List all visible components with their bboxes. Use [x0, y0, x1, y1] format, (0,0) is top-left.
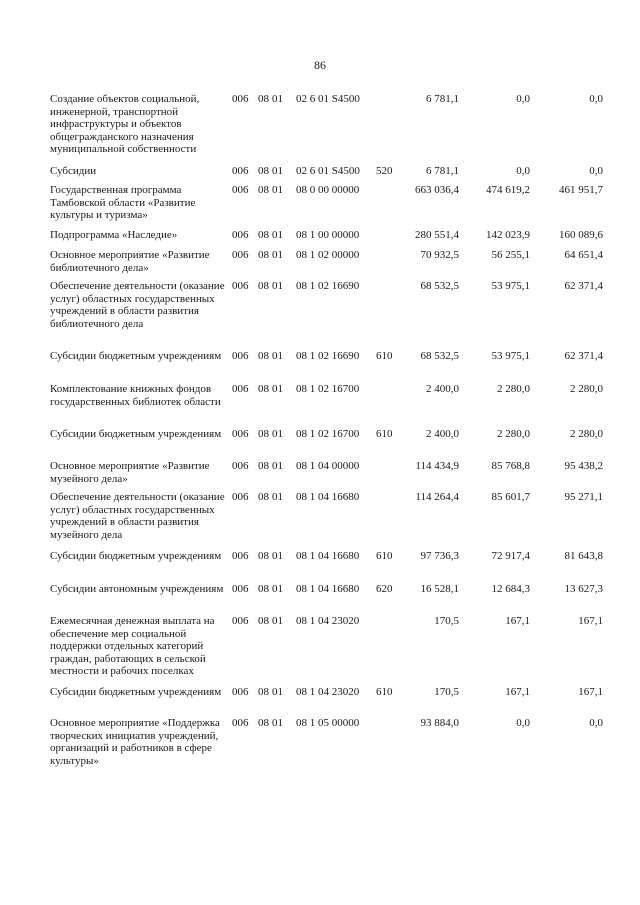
ministry-code: 006 — [232, 583, 249, 595]
section-code: 08 — [258, 383, 269, 395]
amount-2019: 16 528,1 — [420, 583, 459, 595]
row-name: Подпрограмма «Наследие» — [50, 229, 178, 241]
section-code: 08 — [258, 350, 269, 362]
amount-2021: 160 089,6 — [559, 229, 603, 241]
ministry-code: 006 — [232, 550, 249, 562]
amount-2021: 64 651,4 — [564, 249, 603, 261]
subsection-code: 01 — [272, 717, 283, 729]
amount-2020: 474 619,2 — [486, 184, 530, 196]
row-name: Создание объектов социальной, инженерной, транспортной инфраструктуры и объектов общегражданского назначения муниципальной собственности — [50, 93, 200, 155]
subsection-code: 01 — [272, 383, 283, 395]
target-article-code: 08 1 02 16700 — [296, 383, 360, 395]
subsection-code: 01 — [272, 550, 283, 562]
amount-2020: 12 684,3 — [491, 583, 530, 595]
amount-2021: 167,1 — [578, 615, 603, 627]
amount-2020: 56 255,1 — [491, 249, 530, 261]
target-article-code: 08 1 05 00000 — [296, 717, 360, 729]
ministry-code: 006 — [232, 460, 249, 472]
target-article-code: 08 1 02 00000 — [296, 249, 360, 261]
amount-2019: 97 736,3 — [420, 550, 459, 562]
ministry-code: 006 — [232, 184, 249, 196]
amount-2019: 93 884,0 — [420, 717, 459, 729]
subsection-code: 01 — [272, 184, 283, 196]
ministry-code: 006 — [232, 615, 249, 627]
amount-2021: 95 271,1 — [564, 491, 603, 503]
amount-2021: 95 438,2 — [564, 460, 603, 472]
expense-type-code: 520 — [376, 165, 393, 177]
ministry-code: 006 — [232, 383, 249, 395]
amount-2020: 0,0 — [516, 717, 530, 729]
subsection-code: 01 — [272, 280, 283, 292]
amount-2020: 167,1 — [505, 686, 530, 698]
subsection-code: 01 — [272, 460, 283, 472]
amount-2019: 114 434,9 — [415, 460, 459, 472]
amount-2021: 167,1 — [578, 686, 603, 698]
section-code: 08 — [258, 491, 269, 503]
amount-2020: 0,0 — [516, 165, 530, 177]
target-article-code: 02 6 01 S4500 — [296, 165, 360, 177]
expense-type-code: 610 — [376, 428, 393, 440]
section-code: 08 — [258, 249, 269, 261]
amount-2021: 2 280,0 — [570, 383, 603, 395]
amount-2021: 81 643,8 — [564, 550, 603, 562]
subsection-code: 01 — [272, 229, 283, 241]
section-code: 08 — [258, 550, 269, 562]
target-article-code: 08 1 00 00000 — [296, 229, 360, 241]
ministry-code: 006 — [232, 491, 249, 503]
amount-2020: 53 975,1 — [491, 280, 530, 292]
ministry-code: 006 — [232, 249, 249, 261]
subsection-code: 01 — [272, 249, 283, 261]
amount-2019: 70 932,5 — [420, 249, 459, 261]
amount-2019: 2 400,0 — [426, 383, 459, 395]
subsection-code: 01 — [272, 491, 283, 503]
amount-2019: 68 532,5 — [420, 350, 459, 362]
section-code: 08 — [258, 583, 269, 595]
amount-2021: 13 627,3 — [564, 583, 603, 595]
target-article-code: 08 1 02 16700 — [296, 428, 360, 440]
row-name: Субсидии автономным учреждениям — [50, 583, 224, 595]
section-code: 08 — [258, 686, 269, 698]
amount-2020: 85 601,7 — [491, 491, 530, 503]
row-name: Субсидии — [50, 165, 97, 177]
row-name: Субсидии бюджетным учреждениям — [50, 550, 222, 562]
ministry-code: 006 — [232, 93, 249, 105]
row-name: Основное мероприятие «Развитие музейного дела» — [50, 460, 210, 485]
row-name: Государственная программа Тамбовской области «Развитие культуры и туризма» — [50, 184, 196, 221]
amount-2020: 53 975,1 — [491, 350, 530, 362]
amount-2021: 0,0 — [589, 93, 603, 105]
subsection-code: 01 — [272, 583, 283, 595]
amount-2019: 68 532,5 — [420, 280, 459, 292]
ministry-code: 006 — [232, 280, 249, 292]
subsection-code: 01 — [272, 615, 283, 627]
target-article-code: 08 1 02 16690 — [296, 350, 360, 362]
target-article-code: 08 1 04 16680 — [296, 583, 360, 595]
subsection-code: 01 — [272, 350, 283, 362]
ministry-code: 006 — [232, 428, 249, 440]
ministry-code: 006 — [232, 350, 249, 362]
page-number: 86 — [314, 58, 326, 72]
section-code: 08 — [258, 93, 269, 105]
target-article-code: 08 0 00 00000 — [296, 184, 360, 196]
target-article-code: 02 6 01 S4500 — [296, 93, 360, 105]
amount-2020: 2 280,0 — [497, 428, 530, 440]
amount-2020: 2 280,0 — [497, 383, 530, 395]
section-code: 08 — [258, 717, 269, 729]
amount-2019: 2 400,0 — [426, 428, 459, 440]
amount-2020: 167,1 — [505, 615, 530, 627]
amount-2021: 0,0 — [589, 165, 603, 177]
section-code: 08 — [258, 428, 269, 440]
section-code: 08 — [258, 229, 269, 241]
amount-2019: 663 036,4 — [415, 184, 459, 196]
row-name: Ежемесячная денежная выплата на обеспечение мер социальной поддержки отдельных категорий граждан, работающих в сельской местности и рабочих поселках — [50, 615, 215, 677]
expense-type-code: 610 — [376, 550, 393, 562]
ministry-code: 006 — [232, 686, 249, 698]
expense-type-code: 620 — [376, 583, 393, 595]
amount-2020: 142 023,9 — [486, 229, 530, 241]
ministry-code: 006 — [232, 165, 249, 177]
row-name: Субсидии бюджетным учреждениям — [50, 428, 222, 440]
amount-2020: 72 917,4 — [491, 550, 530, 562]
subsection-code: 01 — [272, 428, 283, 440]
row-name: Основное мероприятие «Развитие библиотечного дела» — [50, 249, 210, 274]
row-name: Субсидии бюджетным учреждениям — [50, 686, 222, 698]
amount-2021: 62 371,4 — [564, 350, 603, 362]
row-name: Основное мероприятие «Поддержка творческих инициатив учреждений, организаций и работников в сфере культуры» — [50, 717, 220, 767]
section-code: 08 — [258, 615, 269, 627]
amount-2021: 461 951,7 — [559, 184, 603, 196]
row-name: Субсидии бюджетным учреждениям — [50, 350, 222, 362]
amount-2019: 114 264,4 — [415, 491, 459, 503]
subsection-code: 01 — [272, 165, 283, 177]
subsection-code: 01 — [272, 93, 283, 105]
target-article-code: 08 1 04 23020 — [296, 615, 360, 627]
row-name: Обеспечение деятельности (оказание услуг) областных государственных учреждений в области развития музейного дела — [50, 491, 225, 541]
amount-2019: 280 551,4 — [415, 229, 459, 241]
expense-type-code: 610 — [376, 350, 393, 362]
amount-2019: 6 781,1 — [426, 165, 459, 177]
ministry-code: 006 — [232, 717, 249, 729]
ministry-code: 006 — [232, 229, 249, 241]
target-article-code: 08 1 04 16680 — [296, 550, 360, 562]
section-code: 08 — [258, 460, 269, 472]
target-article-code: 08 1 04 00000 — [296, 460, 360, 472]
target-article-code: 08 1 04 23020 — [296, 686, 360, 698]
amount-2019: 170,5 — [434, 686, 459, 698]
expense-type-code: 610 — [376, 686, 393, 698]
amount-2021: 62 371,4 — [564, 280, 603, 292]
row-name: Комплектование книжных фондов государственных библиотек области — [50, 383, 221, 408]
amount-2020: 85 768,8 — [491, 460, 530, 472]
row-name: Обеспечение деятельности (оказание услуг) областных государственных учреждений в области развития библиотечного дела — [50, 280, 225, 330]
section-code: 08 — [258, 165, 269, 177]
target-article-code: 08 1 02 16690 — [296, 280, 360, 292]
amount-2020: 0,0 — [516, 93, 530, 105]
amount-2021: 2 280,0 — [570, 428, 603, 440]
amount-2021: 0,0 — [589, 717, 603, 729]
section-code: 08 — [258, 280, 269, 292]
target-article-code: 08 1 04 16680 — [296, 491, 360, 503]
section-code: 08 — [258, 184, 269, 196]
subsection-code: 01 — [272, 686, 283, 698]
amount-2019: 170,5 — [434, 615, 459, 627]
amount-2019: 6 781,1 — [426, 93, 459, 105]
